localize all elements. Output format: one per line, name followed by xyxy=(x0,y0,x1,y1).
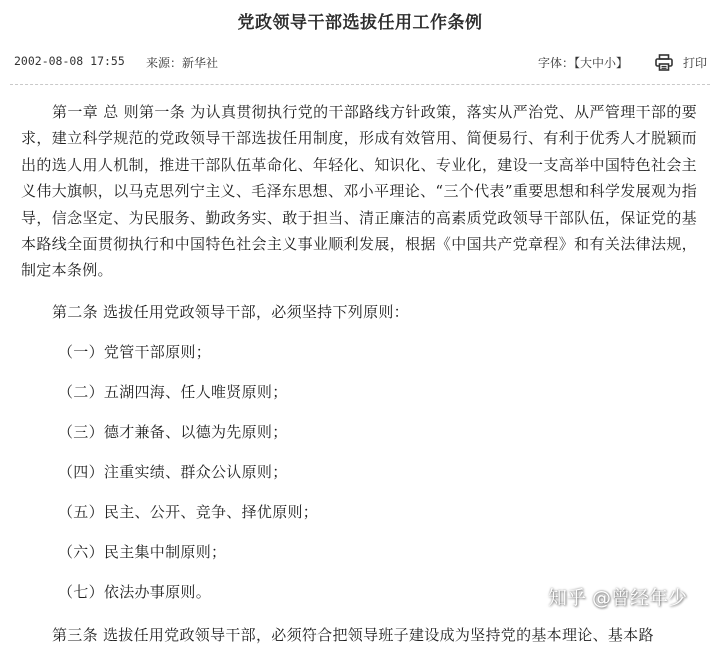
article-title: 党政领导干部选拔任用工作条例 xyxy=(237,13,483,33)
article-paragraph: 第一章 总 则第一条 为认真贯彻执行党的干部路线方针政策，落实从严治党、从严管理干部的要求，建立科学规范的党政领导干部选拔任用制度，形成有效管用、简便易行、有利于优秀人才脱颖而出的选人用人机制，推进干部队伍革命化、年轻化、知识化、专业化，建设一支高举中国特色社会主义伟大旗帜，以马克思列宁主义、毛泽东思想、邓小平理论、“三个代表”重要思想和科学发展观为指导，信念坚定、为民服务、勤政务实、敢于担当、清正廉洁的高素质党政领导干部队伍，保证党的基本路线全面贯彻执行和中国特色社会主义事业顺利发展，根据《中国共产党章程》和有关法律法规，制定本条例。 xyxy=(21,103,697,280)
principle-item: （五）民主、公开、竞争、择优原则； xyxy=(58,502,319,521)
principle-item: （七）依法办事原则。 xyxy=(58,582,212,601)
print-button[interactable] xyxy=(655,51,707,73)
printer-icon xyxy=(655,54,673,71)
article-source: 来源：新华社 xyxy=(146,56,219,70)
zhihu-watermark: 知乎 @曾经年少 xyxy=(548,587,688,609)
article-meta-bar xyxy=(0,44,720,84)
article-paragraph: 第二条 选拔任用党政领导干部，必须坚持下列原则： xyxy=(52,302,409,321)
print-label: 打印 xyxy=(683,55,708,70)
principle-item: （一）党管干部原则； xyxy=(58,342,212,361)
article-paragraph: 第三条 选拔任用党政领导干部，必须符合把领导班子建设成为坚持党的基本理论、基本路 xyxy=(52,625,654,644)
font-size-selector[interactable]: 字体：【大中小】 xyxy=(538,56,629,70)
principle-item: （二）五湖四海、任人唯贤原则； xyxy=(58,382,288,401)
article-body xyxy=(21,99,697,648)
publish-date: 2002-08-08 17:55 xyxy=(14,54,125,68)
principle-item: （三）德才兼备、以德为先原则； xyxy=(58,422,288,441)
meta-divider xyxy=(10,84,710,85)
principle-item: （六）民主集中制原则； xyxy=(58,542,227,561)
principle-item: （四）注重实绩、群众公认原则； xyxy=(58,462,288,481)
